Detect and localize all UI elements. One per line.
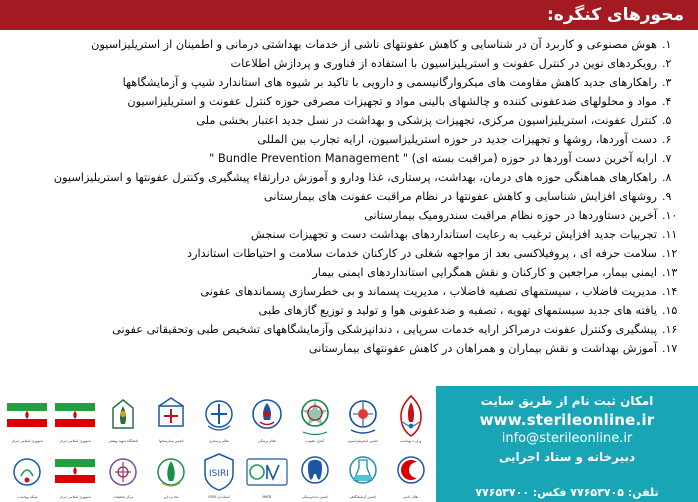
list-item-number: ۱۲.: [662, 247, 678, 260]
list-item: [10, 36, 682, 54]
logo-caption: انجمن استریلیزاسیون: [347, 438, 378, 443]
list-item-text: راهکارهای هماهنگی حوزه های درمان، بهداشت، پرستاری، غذا ودارو و آموزش درارتقاء پیشگیری وکنترل عفونتها و استریلیزاسیون: [53, 171, 657, 184]
list-item-text: روشهای افزایش شناسایی و کاهش عفونتها در نظام مراقبت عفونت های بیمارستانی: [263, 190, 657, 203]
list-item-number: ۱۴.: [662, 285, 678, 298]
list-item: [10, 245, 682, 263]
list-item: [10, 112, 682, 130]
list-item-number: ۱.: [662, 38, 672, 51]
logo-caption: غذا و دارو: [164, 495, 179, 499]
list-item-text: ایمنی بیمار، مراجعین و کارکنان و نقش همگرایی استانداردهای ایمنی بیمار: [312, 266, 657, 279]
logo-research-center: [100, 445, 147, 501]
logo-caption: شبکه بهداشت: [17, 495, 38, 499]
list-item-number: ۵.: [662, 114, 672, 127]
logo-dental-assoc: [291, 445, 338, 501]
list-item-text: دست آوردها، روشها و تجهیزات جدید در حوزه استریلیزاسیون، ارایه تجارب بین المللی: [257, 133, 657, 146]
list-item-number: ۷.: [662, 152, 672, 165]
list-item: [10, 55, 682, 73]
list-item-number: ۱۷.: [662, 342, 678, 355]
logo-caption: جمهوری اسلامی ایران: [11, 438, 44, 443]
list-item-number: ۱۳.: [662, 266, 678, 279]
list-item: [10, 207, 682, 225]
list-item: [10, 321, 682, 339]
logo-iran-emblem-3: [52, 445, 99, 501]
list-item: [10, 131, 682, 149]
logo-hospital-assoc: [148, 388, 195, 444]
list-item: [10, 169, 682, 187]
logo-caption: نظام پزشکی: [257, 438, 277, 443]
list-item-text: تجربیات جدید افزایش ترغیب به رعایت استانداردهای بهداشت دست و تجهیزات سنجش: [250, 228, 657, 241]
logo-ministry-health: [387, 388, 434, 444]
list-item-text: مدیریت فاضلاب ، سیستمهای تصفیه فاضلاب ، مدیریت پسماند و بی خطرسازی پسماندهای عفونی: [200, 285, 657, 298]
phone-numbers: تلفن: ۷۷۶۵۳۷۰۵ فکس: ۷۷۶۵۳۷۰۰: [475, 486, 659, 499]
sponsor-logos-panel: [0, 386, 436, 502]
logo-nursing-org: [196, 388, 243, 444]
header-band: [0, 0, 698, 30]
logo-caption: مرکز تحقیقات: [113, 495, 134, 499]
footer: [0, 386, 698, 502]
list-item-number: ۴.: [662, 95, 672, 108]
logo-food-drug: [148, 445, 195, 501]
list-item-number: ۹.: [662, 190, 672, 203]
list-item-text: هوش مصنوعی و کاربرد آن در شناسایی و کاهش عفونتهای ناشی از خدمات بهداشتی درمانی و اطمینان از استریلیزاسیون: [91, 38, 657, 51]
logo-caption: انجمن آزمایشگاهی: [349, 495, 376, 499]
list-item-text: راهکارهای جدید کاهش مقاومت های میکروارگانیسمی و دارویی با تاکید بر شیوه های استاندارد شیپ و آزمایشگاهها: [122, 76, 657, 89]
list-item-number: ۲.: [662, 57, 672, 70]
list-item: [10, 264, 682, 282]
list-item-text: رویکردهای نوین در کنترل عفونت و استریلیزاسیون با استفاده از فناوری و پردازش اطلاعات: [230, 57, 657, 70]
logo-imed-organization: [243, 445, 290, 501]
list-item-text: سلامت حرفه ای ، پروفیلاکسی بعد از مواجهه شغلی در کارکنان خدمات سلامت و احتیاطات استاندارد: [187, 247, 657, 260]
logo-caption: دانشگاه شهید بهشتی: [108, 438, 139, 443]
list-item-text: آخرین دستاوردها در حوزه نظام مراقبت سندرومیک بیمارستانی: [364, 209, 657, 222]
logo-caption: جمهوری اسلامی ایران: [59, 438, 92, 443]
logo-caption: استاندارد ISIRI: [208, 495, 230, 499]
office-label: دبیرخانه و ستاد اجرایی: [498, 450, 636, 464]
list-item: [10, 340, 682, 358]
list-item: [10, 93, 682, 111]
logo-caption: انجمن دندانپزشکی: [301, 495, 328, 499]
logo-caption: جمهوری اسلامی ایران: [59, 495, 92, 499]
list-item-text: پیشگیری وکنترل عفونت درمراکز ارایه خدمات سرپایی ، دندانپزشکی وآزمایشگاههای تشخیص طبی وتحقیقاتی عفونی: [112, 323, 657, 336]
list-item: [10, 150, 682, 168]
page-title: محورهای کنگره:: [546, 5, 684, 25]
congress-topics-list: [0, 32, 698, 384]
list-item-number: ۱۱.: [662, 228, 678, 241]
list-item-number: ۱۵.: [662, 304, 678, 317]
list-item: [10, 226, 682, 244]
logo-health-network: [4, 445, 51, 501]
email-link[interactable]: info@sterileonline.ir: [501, 431, 633, 446]
list-item-number: ۶.: [662, 133, 672, 146]
list-item-text: ارایه آخرین دست آوردها در حوزه (مراقبت بسته ای) " Bundle Prevention Management ": [209, 152, 657, 165]
list-item-text: آموزش بهداشت و نقش بیماران و همراهان در کاهش عفونتهای بیمارستانی: [308, 342, 657, 355]
logo-caption: هلال احمر: [403, 495, 418, 499]
logo-laboratory-assoc: [339, 445, 386, 501]
svg-text:ISIRI: ISIRI: [209, 469, 229, 480]
logo-medical-council: [243, 388, 290, 444]
website-link[interactable]: www.sterileonline.ir: [479, 411, 655, 429]
list-item-number: ۸.: [662, 171, 672, 184]
logo-caption: IMED: [262, 495, 272, 499]
logo-caption: نظام پرستاری: [209, 438, 229, 443]
list-item-text: یافته های جدید سیستمهای تهویه ، تصفیه و ضدعفونی هوا و تولید و توزیع گازهای طبی: [258, 304, 657, 317]
registration-panel: [436, 386, 698, 502]
logo-caption: وزارت بهداشت: [399, 438, 422, 443]
logo-iran-emblem-2: [4, 388, 51, 444]
list-item-text: کنترل عفونت، استریلیزاسیون مرکزی، تجهیزات پزشکی و بهداشت در نسل جدید اعتبار بخشی ملی: [196, 114, 657, 127]
logo-university-shahid-beheshti: [100, 388, 147, 444]
list-item-number: ۱۶.: [662, 323, 678, 336]
list-item-number: ۳.: [662, 76, 672, 89]
logo-infection-control: [291, 388, 338, 444]
logo-standard-isiri: [196, 445, 243, 501]
logo-red-crescent: [387, 445, 434, 501]
logo-sterile-association: [339, 388, 386, 444]
list-item: [10, 188, 682, 206]
list-item-number: ۱۰.: [662, 209, 678, 222]
list-item: [10, 283, 682, 301]
logo-caption: کنترل عفونت: [305, 438, 325, 443]
logo-grid: [4, 388, 434, 500]
list-item: [10, 74, 682, 92]
register-label: امکان ثبت نام از طریق سایت: [480, 394, 654, 408]
logo-caption: انجمن بیمارستانها: [158, 438, 184, 443]
list-item-text: مواد و محلولهای ضدعفونی کننده و چالشهای بالینی مواد و تجهیزات مصرفی حوزه کنترل عفونت و استریلیزاسیون: [127, 95, 657, 108]
list-item: [10, 302, 682, 320]
logo-iran-flag-emblem: [52, 388, 99, 444]
